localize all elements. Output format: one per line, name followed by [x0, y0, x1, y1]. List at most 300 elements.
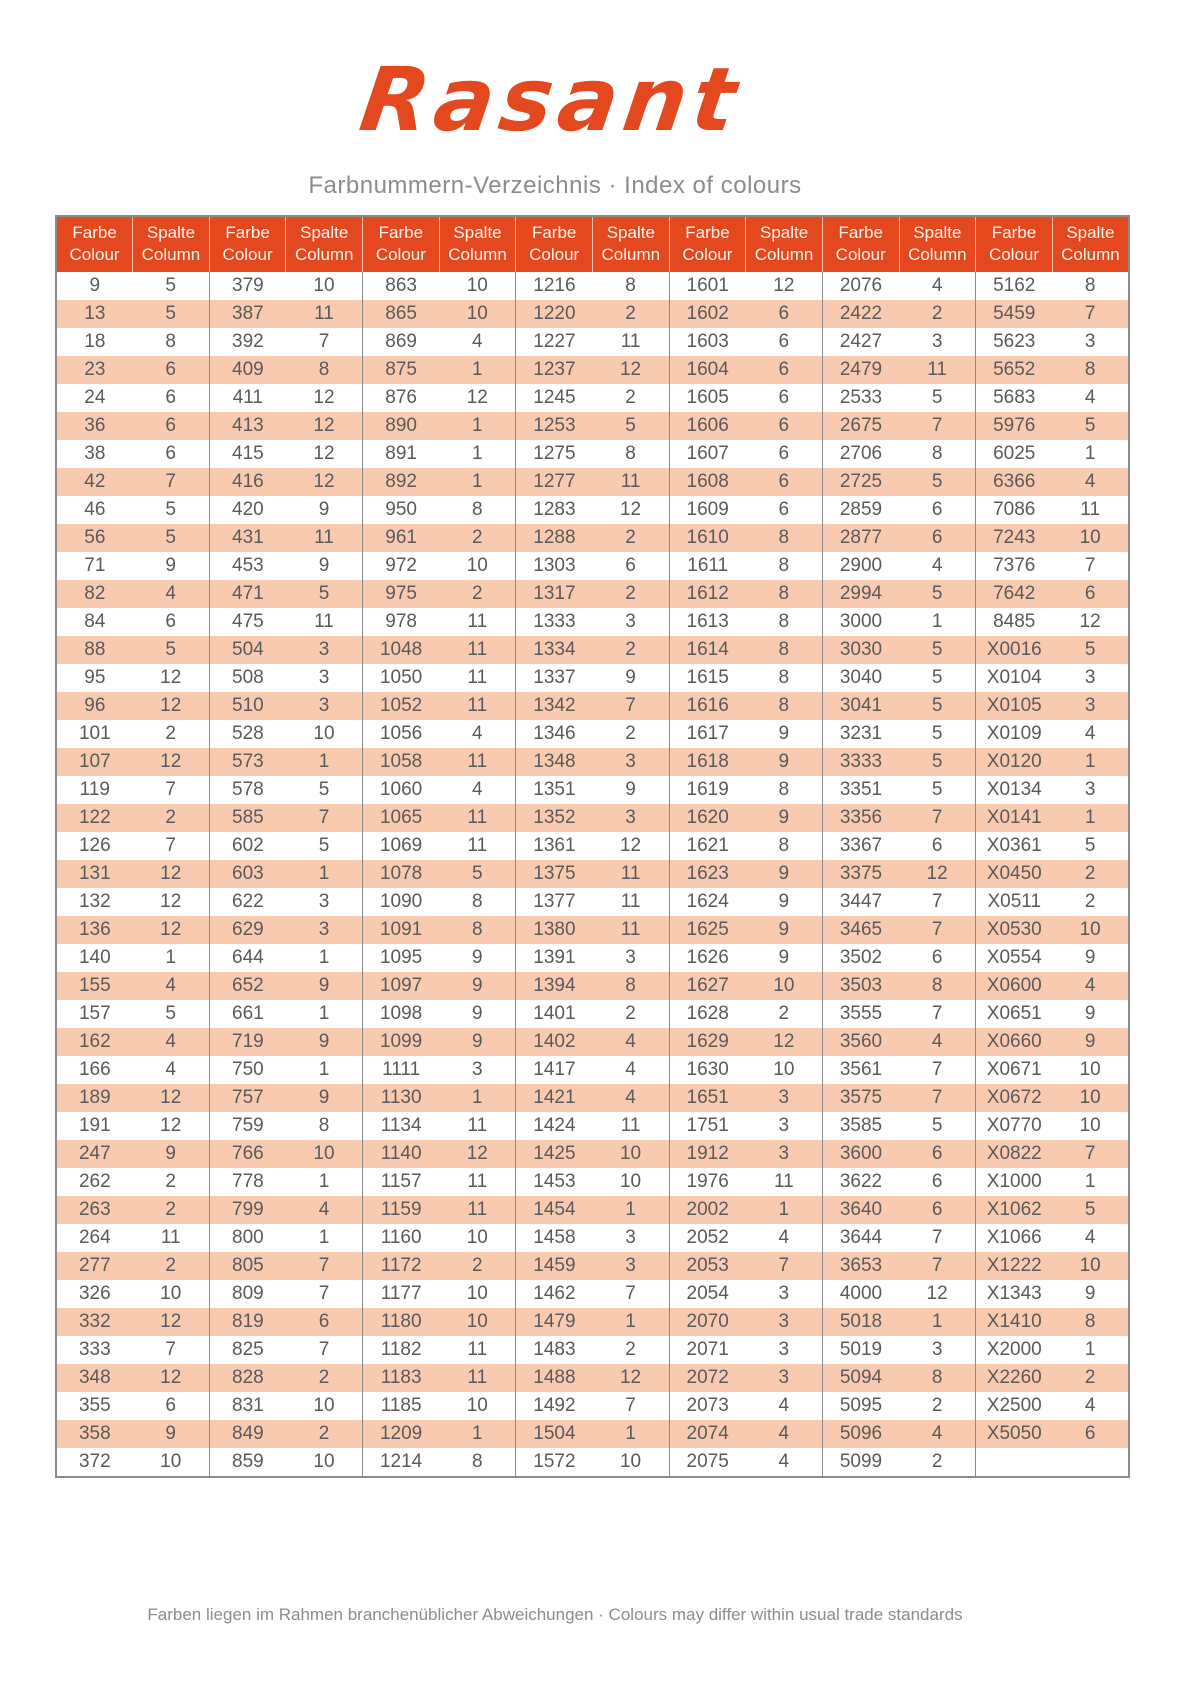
- colour-cell: 573: [209, 748, 286, 776]
- column-cell: 5: [899, 720, 976, 748]
- colour-cell: 1624: [669, 888, 746, 916]
- header-cell-farbe: Farbe Colour: [56, 216, 133, 272]
- header-cell-spalte: Spalte Column: [286, 216, 363, 272]
- colour-cell: 1479: [516, 1308, 593, 1336]
- colour-cell: 950: [363, 496, 440, 524]
- colour-cell: 2427: [822, 328, 899, 356]
- colour-cell: 5652: [976, 356, 1053, 384]
- colour-cell: 1050: [363, 664, 440, 692]
- header-cell-farbe: Farbe Colour: [363, 216, 440, 272]
- colour-cell: 1091: [363, 916, 440, 944]
- column-cell: 12: [133, 692, 210, 720]
- colour-cell: 1492: [516, 1392, 593, 1420]
- colour-cell: 819: [209, 1308, 286, 1336]
- colour-cell: 155: [56, 972, 133, 1000]
- colour-cell: 2877: [822, 524, 899, 552]
- column-cell: 8: [286, 356, 363, 384]
- table-row: [56, 440, 1129, 468]
- colour-cell: X1222: [976, 1252, 1053, 1280]
- column-cell: 3: [746, 1084, 823, 1112]
- colour-cell: 348: [56, 1364, 133, 1392]
- colour-cell: 2533: [822, 384, 899, 412]
- column-cell: 4: [746, 1448, 823, 1477]
- colour-cell: 6366: [976, 468, 1053, 496]
- colour-cell: 1605: [669, 384, 746, 412]
- colour-cell: 961: [363, 524, 440, 552]
- table-header: [56, 216, 1129, 272]
- column-cell: 2: [746, 1000, 823, 1028]
- colour-cell: 1056: [363, 720, 440, 748]
- colour-cell: 1751: [669, 1112, 746, 1140]
- column-cell: 12: [133, 1084, 210, 1112]
- colour-cell: 409: [209, 356, 286, 384]
- column-cell: 3: [746, 1336, 823, 1364]
- column-cell: 1: [746, 1196, 823, 1224]
- colour-cell: 7376: [976, 552, 1053, 580]
- colour-cell: X1000: [976, 1168, 1053, 1196]
- column-cell: 6: [133, 412, 210, 440]
- colour-cell: 1216: [516, 272, 593, 300]
- column-cell: 9: [746, 888, 823, 916]
- table-row: [56, 1392, 1129, 1420]
- column-cell: 9: [746, 916, 823, 944]
- colour-cell: 1604: [669, 356, 746, 384]
- column-cell: 2: [133, 1196, 210, 1224]
- table-row: [56, 972, 1129, 1000]
- colour-cell: X0672: [976, 1084, 1053, 1112]
- column-cell: 9: [746, 804, 823, 832]
- column-cell: [1052, 1448, 1129, 1477]
- column-cell: 7: [286, 804, 363, 832]
- column-cell: 11: [1052, 496, 1129, 524]
- column-cell: 10: [1052, 1112, 1129, 1140]
- colour-cell: 825: [209, 1336, 286, 1364]
- column-cell: 5: [899, 1112, 976, 1140]
- colour-cell: 1625: [669, 916, 746, 944]
- colour-cell: 71: [56, 552, 133, 580]
- colour-cell: X1410: [976, 1308, 1053, 1336]
- column-cell: 10: [286, 1448, 363, 1477]
- colour-cell: 865: [363, 300, 440, 328]
- column-cell: 8: [746, 664, 823, 692]
- colour-cell: 892: [363, 468, 440, 496]
- column-cell: 4: [1052, 384, 1129, 412]
- column-cell: 3: [746, 1140, 823, 1168]
- column-cell: 6: [133, 1392, 210, 1420]
- column-cell: 1: [439, 412, 516, 440]
- table-row: [56, 1364, 1129, 1392]
- column-cell: 4: [1052, 972, 1129, 1000]
- colour-cell: 2859: [822, 496, 899, 524]
- colour-cell: 1629: [669, 1028, 746, 1056]
- colour-cell: 2725: [822, 468, 899, 496]
- column-cell: 2: [133, 804, 210, 832]
- column-cell: 9: [439, 1028, 516, 1056]
- colour-cell: 5018: [822, 1308, 899, 1336]
- column-cell: 3: [1052, 776, 1129, 804]
- table-row: [56, 1112, 1129, 1140]
- colour-cell: 3600: [822, 1140, 899, 1168]
- column-cell: 7: [1052, 300, 1129, 328]
- column-cell: 10: [133, 1448, 210, 1477]
- table-row: [56, 1252, 1129, 1280]
- column-cell: 11: [439, 832, 516, 860]
- column-cell: 10: [592, 1448, 669, 1477]
- colour-cell: 3030: [822, 636, 899, 664]
- column-cell: 4: [133, 580, 210, 608]
- colour-cell: 510: [209, 692, 286, 720]
- column-cell: 4: [133, 1056, 210, 1084]
- table-row: [56, 636, 1129, 664]
- column-cell: 1: [286, 1056, 363, 1084]
- colour-cell: 191: [56, 1112, 133, 1140]
- column-cell: 2: [1052, 860, 1129, 888]
- colour-cell: 1614: [669, 636, 746, 664]
- column-cell: 2: [592, 1000, 669, 1028]
- colour-cell: 5459: [976, 300, 1053, 328]
- colour-cell: 2071: [669, 1336, 746, 1364]
- table-row: [56, 412, 1129, 440]
- column-cell: 12: [133, 1364, 210, 1392]
- colour-cell: 1090: [363, 888, 440, 916]
- table-row: [56, 1224, 1129, 1252]
- colour-cell: 119: [56, 776, 133, 804]
- column-cell: 9: [746, 748, 823, 776]
- column-cell: 6: [746, 356, 823, 384]
- colour-cell: 863: [363, 272, 440, 300]
- colour-cell: 3375: [822, 860, 899, 888]
- column-cell: 8: [439, 496, 516, 524]
- column-cell: 6: [899, 1140, 976, 1168]
- colour-cell: 1608: [669, 468, 746, 496]
- column-cell: 9: [133, 1420, 210, 1448]
- colour-cell: X0822: [976, 1140, 1053, 1168]
- column-cell: 7: [133, 468, 210, 496]
- colour-cell: 1375: [516, 860, 593, 888]
- colour-cell: 1391: [516, 944, 593, 972]
- colour-cell: 1402: [516, 1028, 593, 1056]
- colour-cell: 1098: [363, 1000, 440, 1028]
- colour-cell: 1607: [669, 440, 746, 468]
- column-cell: 5: [899, 776, 976, 804]
- column-cell: 6: [746, 328, 823, 356]
- colour-cell: 3653: [822, 1252, 899, 1280]
- colour-cell: 471: [209, 580, 286, 608]
- colour-cell: 157: [56, 1000, 133, 1028]
- colour-cell: 5683: [976, 384, 1053, 412]
- colour-cell: 1237: [516, 356, 593, 384]
- colour-cell: 4000: [822, 1280, 899, 1308]
- column-cell: 2: [439, 524, 516, 552]
- table-row: [56, 832, 1129, 860]
- colour-cell: 372: [56, 1448, 133, 1477]
- column-cell: 1: [439, 468, 516, 496]
- colour-cell: 3000: [822, 608, 899, 636]
- table-row: [56, 1056, 1129, 1084]
- colour-cell: 1099: [363, 1028, 440, 1056]
- column-cell: 2: [1052, 1364, 1129, 1392]
- colour-cell: 1612: [669, 580, 746, 608]
- column-cell: 12: [133, 860, 210, 888]
- colour-cell: 411: [209, 384, 286, 412]
- colour-cell: 7642: [976, 580, 1053, 608]
- column-cell: 5: [899, 636, 976, 664]
- colour-cell: 2072: [669, 1364, 746, 1392]
- table-row: [56, 1168, 1129, 1196]
- table-row: [56, 692, 1129, 720]
- colour-cell: 3351: [822, 776, 899, 804]
- column-cell: 1: [286, 944, 363, 972]
- colour-cell: 528: [209, 720, 286, 748]
- colour-cell: 1912: [669, 1140, 746, 1168]
- colour-cell: 3585: [822, 1112, 899, 1140]
- colour-cell: 2706: [822, 440, 899, 468]
- colour-cell: 1277: [516, 468, 593, 496]
- colour-cell: 1613: [669, 608, 746, 636]
- column-cell: 1: [1052, 748, 1129, 776]
- colour-cell: X0450: [976, 860, 1053, 888]
- colour-cell: 1610: [669, 524, 746, 552]
- colour-cell: 1078: [363, 860, 440, 888]
- colour-cell: 101: [56, 720, 133, 748]
- colour-cell: 166: [56, 1056, 133, 1084]
- column-cell: 11: [439, 1168, 516, 1196]
- colour-cell: 1504: [516, 1420, 593, 1448]
- colour-cell: 1140: [363, 1140, 440, 1168]
- column-cell: 10: [133, 1280, 210, 1308]
- column-cell: 11: [439, 1196, 516, 1224]
- table-row: [56, 776, 1129, 804]
- colour-cell: 805: [209, 1252, 286, 1280]
- colour-cell: 1111: [363, 1056, 440, 1084]
- colour-cell: 355: [56, 1392, 133, 1420]
- column-cell: 2: [286, 1364, 363, 1392]
- column-cell: 3: [592, 748, 669, 776]
- colour-cell: X0671: [976, 1056, 1053, 1084]
- column-cell: 5: [899, 692, 976, 720]
- colour-cell: 504: [209, 636, 286, 664]
- column-cell: 9: [746, 720, 823, 748]
- colour-cell: 1483: [516, 1336, 593, 1364]
- colour-cell: 1346: [516, 720, 593, 748]
- colour-cell: 7243: [976, 524, 1053, 552]
- column-cell: 8: [592, 272, 669, 300]
- column-cell: 8: [899, 1364, 976, 1392]
- colour-cell: 1619: [669, 776, 746, 804]
- footer-note: Farben liegen im Rahmen branchenüblicher Abweichungen · Colours may differ within usual trade standards: [147, 1605, 963, 1624]
- table-row: [56, 1140, 1129, 1168]
- colour-cell: X2500: [976, 1392, 1053, 1420]
- colour-cell: 975: [363, 580, 440, 608]
- colour-cell: 326: [56, 1280, 133, 1308]
- column-cell: 3: [592, 1252, 669, 1280]
- column-cell: 5: [439, 860, 516, 888]
- column-cell: 5: [286, 776, 363, 804]
- colour-cell: 247: [56, 1140, 133, 1168]
- table-row: [56, 1420, 1129, 1448]
- colour-cell: 1603: [669, 328, 746, 356]
- colour-cell: 413: [209, 412, 286, 440]
- colour-cell: 1172: [363, 1252, 440, 1280]
- header-cell-spalte: Spalte Column: [133, 216, 210, 272]
- colour-cell: 1611: [669, 552, 746, 580]
- colour-cell: 415: [209, 440, 286, 468]
- column-cell: 6: [899, 944, 976, 972]
- table-row: [56, 580, 1129, 608]
- column-cell: 2: [439, 1252, 516, 1280]
- column-cell: 1: [1052, 804, 1129, 832]
- colour-cell: 95: [56, 664, 133, 692]
- column-cell: 10: [592, 1140, 669, 1168]
- column-cell: 5: [133, 300, 210, 328]
- colour-cell: 140: [56, 944, 133, 972]
- table-row: [56, 1280, 1129, 1308]
- column-cell: 7: [592, 1392, 669, 1420]
- colour-cell: 1160: [363, 1224, 440, 1252]
- column-cell: 4: [899, 272, 976, 300]
- column-cell: 5: [133, 636, 210, 664]
- colour-cell: 5099: [822, 1448, 899, 1477]
- colour-cell: 585: [209, 804, 286, 832]
- colour-cell: 2675: [822, 412, 899, 440]
- colour-cell: 2052: [669, 1224, 746, 1252]
- colour-cell: 644: [209, 944, 286, 972]
- colour-cell: 1052: [363, 692, 440, 720]
- column-cell: 6: [1052, 1420, 1129, 1448]
- column-cell: 7: [1052, 552, 1129, 580]
- column-cell: 11: [133, 1224, 210, 1252]
- header-cell-spalte: Spalte Column: [1052, 216, 1129, 272]
- colour-cell: 1288: [516, 524, 593, 552]
- colour-cell: X1343: [976, 1280, 1053, 1308]
- column-cell: 11: [899, 356, 976, 384]
- colour-cell: X0105: [976, 692, 1053, 720]
- colour-cell: X0511: [976, 888, 1053, 916]
- column-cell: 5: [592, 412, 669, 440]
- column-cell: 1: [439, 1084, 516, 1112]
- colour-cell: 2002: [669, 1196, 746, 1224]
- colour-cell: 1488: [516, 1364, 593, 1392]
- column-cell: 1: [1052, 1168, 1129, 1196]
- colour-cell: 332: [56, 1308, 133, 1336]
- colour-cell: 978: [363, 608, 440, 636]
- colour-cell: [976, 1448, 1053, 1477]
- table-row: [56, 720, 1129, 748]
- colour-cell: 46: [56, 496, 133, 524]
- column-cell: 10: [439, 1308, 516, 1336]
- column-cell: 7: [286, 328, 363, 356]
- colour-cell: 379: [209, 272, 286, 300]
- colour-cell: 809: [209, 1280, 286, 1308]
- column-cell: 5: [899, 384, 976, 412]
- table-header-row: [56, 216, 1129, 272]
- column-cell: 2: [133, 720, 210, 748]
- colour-cell: 3333: [822, 748, 899, 776]
- column-cell: 2: [592, 636, 669, 664]
- table-row: [56, 1448, 1129, 1477]
- column-cell: 12: [1052, 608, 1129, 636]
- colour-cell: 1601: [669, 272, 746, 300]
- colour-cell: 1069: [363, 832, 440, 860]
- column-cell: 3: [286, 916, 363, 944]
- column-cell: 12: [133, 888, 210, 916]
- table-row: [56, 468, 1129, 496]
- colour-cell: 1134: [363, 1112, 440, 1140]
- column-cell: 5: [899, 468, 976, 496]
- column-cell: 11: [286, 524, 363, 552]
- column-cell: 5: [133, 496, 210, 524]
- colour-cell: 1458: [516, 1224, 593, 1252]
- table-row: [56, 300, 1129, 328]
- column-cell: 4: [899, 552, 976, 580]
- column-cell: 4: [439, 720, 516, 748]
- column-cell: 9: [133, 552, 210, 580]
- colour-cell: 766: [209, 1140, 286, 1168]
- column-cell: 5: [1052, 1196, 1129, 1224]
- column-cell: 3: [592, 608, 669, 636]
- column-cell: 3: [746, 1308, 823, 1336]
- colour-cell: 859: [209, 1448, 286, 1477]
- column-cell: 11: [439, 636, 516, 664]
- column-cell: 4: [133, 972, 210, 1000]
- column-cell: 8: [592, 972, 669, 1000]
- column-cell: 12: [899, 1280, 976, 1308]
- column-cell: 9: [439, 972, 516, 1000]
- column-cell: 8: [439, 916, 516, 944]
- colour-cell: 1572: [516, 1448, 593, 1477]
- column-cell: 6: [133, 356, 210, 384]
- header-cell-farbe: Farbe Colour: [822, 216, 899, 272]
- column-cell: 2: [899, 1392, 976, 1420]
- column-cell: 10: [286, 1140, 363, 1168]
- column-cell: 5: [133, 272, 210, 300]
- column-cell: 11: [286, 608, 363, 636]
- column-cell: 4: [746, 1420, 823, 1448]
- table-row: [56, 524, 1129, 552]
- column-cell: 5: [286, 832, 363, 860]
- colour-cell: 189: [56, 1084, 133, 1112]
- colour-cell: 1627: [669, 972, 746, 1000]
- column-cell: 12: [133, 664, 210, 692]
- colour-cell: 131: [56, 860, 133, 888]
- column-cell: 4: [746, 1392, 823, 1420]
- colour-cell: 3231: [822, 720, 899, 748]
- colour-cell: 333: [56, 1336, 133, 1364]
- column-cell: 7: [286, 1252, 363, 1280]
- column-cell: 3: [286, 636, 363, 664]
- colour-cell: 1617: [669, 720, 746, 748]
- column-cell: 12: [286, 412, 363, 440]
- colour-cell: 1394: [516, 972, 593, 1000]
- colour-cell: 750: [209, 1056, 286, 1084]
- colour-cell: 264: [56, 1224, 133, 1252]
- colour-cell: 277: [56, 1252, 133, 1280]
- column-cell: 7: [592, 692, 669, 720]
- column-cell: 7: [133, 1336, 210, 1364]
- colour-cell: 2070: [669, 1308, 746, 1336]
- colour-cell: 719: [209, 1028, 286, 1056]
- colour-cell: 1342: [516, 692, 593, 720]
- page-title: Farbnummern-Verzeichnis · Index of colours: [308, 172, 802, 199]
- column-cell: 1: [286, 860, 363, 888]
- column-cell: 9: [592, 664, 669, 692]
- column-cell: 4: [1052, 1224, 1129, 1252]
- column-cell: 1: [286, 1000, 363, 1028]
- column-cell: 7: [899, 1252, 976, 1280]
- column-cell: 3: [286, 664, 363, 692]
- column-cell: 7: [899, 804, 976, 832]
- colour-cell: 3502: [822, 944, 899, 972]
